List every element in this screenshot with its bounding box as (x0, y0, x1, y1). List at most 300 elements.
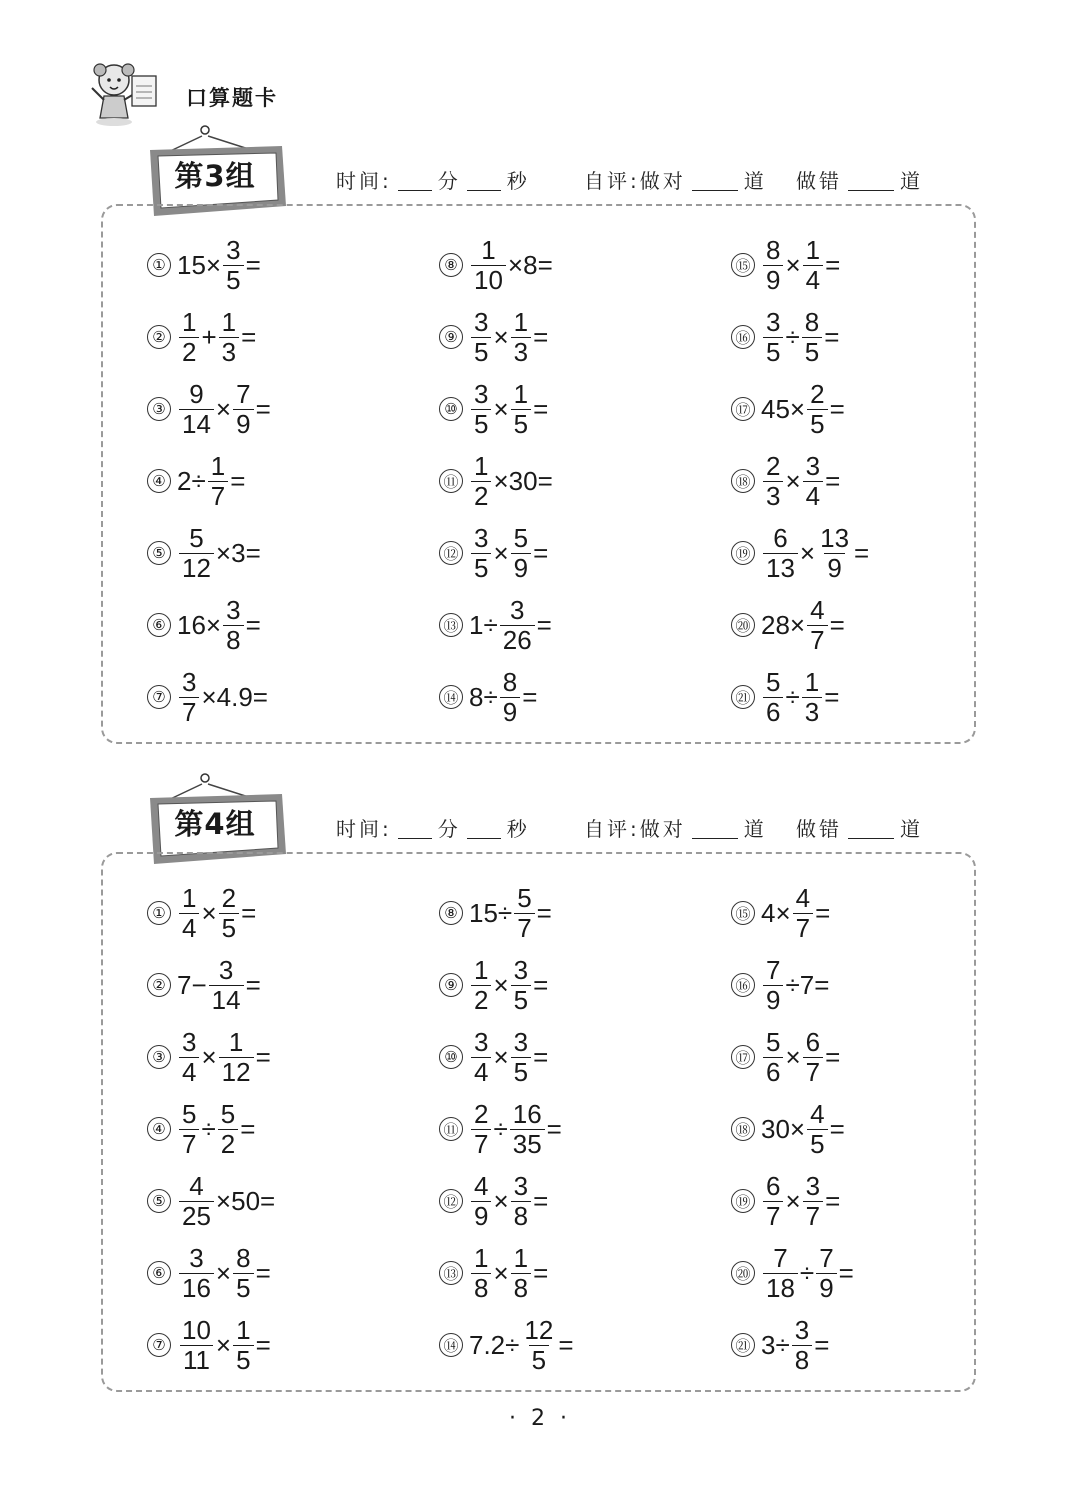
denominator: 4 (803, 481, 823, 511)
wrong-blank[interactable] (848, 172, 894, 191)
numerator: 2 (474, 1098, 489, 1129)
numerator: 10 (182, 1314, 211, 1345)
denominator: 7 (763, 1201, 783, 1231)
denominator: 10 (471, 265, 506, 295)
math-problem (731, 1240, 854, 1306)
numerator: 5 (517, 882, 532, 913)
expression-text: = (533, 321, 549, 352)
numerator: 7 (766, 954, 781, 985)
numerator: 5 (189, 522, 204, 553)
numerator: 1 (474, 1242, 489, 1273)
numerator: 3 (474, 378, 489, 409)
denominator: 3 (219, 337, 239, 367)
numerator: 4 (474, 1170, 489, 1201)
expression-text: × (201, 1041, 217, 1072)
expression-text: ×30= (493, 465, 553, 496)
fraction (807, 380, 827, 439)
expression-text: = (245, 249, 261, 280)
expression-text: 15× (177, 249, 222, 280)
math-problem (731, 952, 829, 1018)
fraction (218, 1100, 238, 1159)
fraction (179, 668, 199, 727)
page-number: · 2 · (509, 1406, 571, 1431)
denominator: 5 (763, 337, 783, 367)
math-problem (731, 1168, 840, 1234)
math-problem (731, 1096, 845, 1162)
self-eval (584, 165, 767, 194)
math-problem (147, 1168, 275, 1234)
expression-text: = (522, 681, 538, 712)
numerator: 1 (513, 1242, 529, 1273)
numerator: 3 (474, 522, 489, 553)
expression-text: × (201, 897, 217, 928)
numerator: 1 (221, 306, 237, 337)
fraction (511, 308, 531, 367)
problem-number: ⑧ (439, 901, 463, 925)
girl-mascot-icon (86, 58, 166, 128)
expression-text: ÷ (785, 681, 800, 712)
expression-text: ×4.9= (201, 681, 268, 712)
numerator: 8 (502, 666, 518, 697)
expression-text: = (825, 1185, 841, 1216)
fraction (803, 1028, 823, 1087)
expression-text: ÷7= (785, 969, 830, 1000)
expression-text: = (829, 1113, 845, 1144)
math-problem (147, 232, 261, 298)
numerator: 3 (218, 954, 234, 985)
numerator: 13 (820, 522, 850, 553)
denominator: 18 (763, 1273, 798, 1303)
fraction (802, 668, 822, 727)
numerator: 3 (474, 1026, 489, 1057)
expression-text: 7− (177, 969, 207, 1000)
expression-text: = (546, 1113, 562, 1144)
fraction (471, 1172, 491, 1231)
wrong-label: 做错 (796, 817, 842, 841)
problem-number: ④ (147, 1117, 171, 1141)
group-sign (146, 768, 288, 858)
dao-label: 道 (900, 169, 923, 193)
expression-text: 3÷ (761, 1329, 790, 1360)
problem-number: ① (147, 901, 171, 925)
expression-text: = (838, 1257, 854, 1288)
expression-text: ÷ (799, 1257, 815, 1288)
denominator: 7 (807, 625, 827, 655)
denominator: 5 (471, 553, 491, 583)
expression-text: × (493, 393, 509, 424)
problem-number: ⑪ (439, 469, 463, 493)
denominator: 12 (179, 553, 214, 583)
expression-text: = (230, 465, 246, 496)
math-problem (439, 232, 553, 298)
expression-text: = (240, 1113, 256, 1144)
wrong-label: 做错 (796, 169, 842, 193)
time-label: 时间: (336, 169, 392, 193)
dao-label: 道 (900, 817, 923, 841)
fraction (511, 956, 531, 1015)
math-problem (147, 304, 256, 370)
math-problem (731, 520, 869, 586)
expression-text: = (533, 1185, 549, 1216)
numerator: 5 (766, 1026, 781, 1057)
problem-number: ㉑ (731, 1333, 755, 1357)
numerator: 5 (766, 666, 781, 697)
problem-number: ⑨ (439, 325, 463, 349)
problem-number: ⑭ (439, 1333, 463, 1357)
math-problem (439, 1096, 562, 1162)
expression-text: = (829, 393, 845, 424)
math-problem (439, 880, 552, 946)
problem-number: ⑲ (731, 1189, 755, 1213)
numerator: 3 (513, 1026, 529, 1057)
numerator: 1 (513, 306, 529, 337)
expression-text: = (824, 321, 840, 352)
expression-text: × (785, 1041, 801, 1072)
denominator: 7 (179, 1129, 199, 1159)
denominator: 5 (471, 337, 491, 367)
problem-number: ① (147, 253, 171, 277)
math-problem (439, 376, 548, 442)
expression-text: × (785, 249, 801, 280)
numerator: 1 (474, 954, 489, 985)
math-problem (731, 1312, 829, 1378)
math-problem (731, 880, 830, 946)
expression-text: = (245, 609, 261, 640)
expression-text: ×8= (507, 249, 553, 280)
fraction (803, 1172, 823, 1231)
fraction (793, 884, 813, 943)
problem-number: ⑲ (731, 541, 755, 565)
numerator: 2 (221, 882, 237, 913)
denominator: 7 (803, 1057, 823, 1087)
denominator: 5 (529, 1345, 549, 1375)
fraction (807, 596, 827, 655)
minute-label: 分 (437, 817, 461, 841)
second-label: 秒 (506, 169, 530, 193)
dao-label: 道 (743, 817, 767, 841)
math-problem (147, 520, 261, 586)
denominator: 7 (208, 481, 228, 511)
problem-number: ⑬ (439, 613, 463, 637)
denominator: 7 (514, 913, 534, 943)
expression-text: = (854, 537, 870, 568)
wrong-blank[interactable] (848, 820, 894, 839)
numerator: 1 (228, 1026, 244, 1057)
fraction (223, 596, 243, 655)
problem-number: ④ (147, 469, 171, 493)
math-problem (439, 952, 548, 1018)
expression-text: = (825, 1041, 841, 1072)
fraction (807, 1100, 827, 1159)
denominator: 5 (807, 1129, 827, 1159)
expression-text: = (533, 1257, 549, 1288)
denominator: 3 (763, 481, 783, 511)
problem-number: ⑰ (731, 1045, 755, 1069)
fraction (179, 1028, 199, 1087)
problem-number: ⑨ (439, 973, 463, 997)
problem-number: ⑤ (147, 1189, 171, 1213)
denominator: 7 (793, 913, 813, 943)
problem-number: ⑫ (439, 1189, 463, 1213)
numerator: 1 (805, 234, 821, 265)
problem-number: ⑦ (147, 685, 171, 709)
denominator: 4 (471, 1057, 491, 1087)
expression-text: ×3= (215, 537, 261, 568)
fraction (521, 1316, 556, 1375)
numerator: 4 (795, 882, 811, 913)
expression-text: = (533, 1041, 549, 1072)
expression-text: = (824, 681, 840, 712)
expression-text: = (241, 321, 257, 352)
expression-text: × (215, 1257, 232, 1288)
problem-number: ⑳ (731, 1261, 755, 1285)
second-label: 秒 (506, 817, 530, 841)
numerator: 1 (804, 666, 820, 697)
numerator: 3 (226, 234, 241, 265)
fraction (471, 956, 491, 1015)
problem-number: ⑯ (731, 325, 755, 349)
fraction (500, 596, 535, 655)
time-record (336, 813, 530, 842)
problem-number: ② (147, 973, 171, 997)
fraction (179, 1172, 214, 1231)
math-problem (147, 952, 261, 1018)
minute-blank[interactable] (398, 820, 432, 839)
expression-text: = (255, 1041, 271, 1072)
expression-text: 2÷ (177, 465, 206, 496)
fraction (179, 1100, 199, 1159)
math-problem (439, 664, 537, 730)
minute-label: 分 (437, 169, 461, 193)
numerator: 3 (513, 1170, 529, 1201)
expression-text: × (493, 1041, 509, 1072)
correct-blank[interactable] (692, 172, 738, 191)
fraction (803, 236, 823, 295)
fraction (763, 236, 783, 295)
fraction (471, 236, 506, 295)
fraction (233, 1316, 253, 1375)
denominator: 5 (219, 913, 239, 943)
fraction (179, 884, 199, 943)
numerator: 1 (182, 306, 197, 337)
fraction (763, 956, 783, 1015)
fraction (816, 1244, 836, 1303)
denominator: 7 (803, 1201, 823, 1231)
denominator: 9 (233, 409, 253, 439)
time-label: 时间: (336, 817, 392, 841)
fraction (511, 380, 531, 439)
math-problem (439, 1312, 574, 1378)
problem-number: ㉑ (731, 685, 755, 709)
expression-text: = (536, 897, 552, 928)
numerator: 3 (182, 666, 197, 697)
denominator: 7 (471, 1129, 491, 1159)
denominator: 2 (471, 481, 491, 511)
problem-number: ⑩ (439, 397, 463, 421)
math-problem (731, 304, 839, 370)
denominator: 12 (219, 1057, 254, 1087)
expression-text: = (558, 1329, 574, 1360)
expression-text: × (215, 1329, 232, 1360)
fraction (219, 308, 239, 367)
numerator: 8 (804, 306, 820, 337)
numerator: 5 (220, 1098, 236, 1129)
expression-text: × (785, 1185, 801, 1216)
fraction (219, 1028, 254, 1087)
problem-number: ⑤ (147, 541, 171, 565)
fraction (792, 1316, 812, 1375)
fraction (471, 452, 491, 511)
header-title: 口算题卡 (186, 86, 278, 110)
denominator: 5 (233, 1273, 253, 1303)
fraction (471, 1100, 491, 1159)
math-problem (731, 376, 845, 442)
expression-text: 1÷ (469, 609, 498, 640)
numerator: 4 (189, 1170, 204, 1201)
eval-label: 自评:做对 (584, 169, 686, 193)
fraction (208, 452, 228, 511)
denominator: 8 (511, 1273, 531, 1303)
expression-text: ÷ (493, 1113, 508, 1144)
numerator: 3 (182, 1026, 197, 1057)
numerator: 5 (182, 1098, 197, 1129)
expression-text: 45× (761, 393, 806, 424)
wrong-eval (796, 165, 923, 194)
numerator: 2 (766, 450, 781, 481)
expression-text: = (825, 249, 841, 280)
group-title: 第4组 (174, 807, 256, 841)
group-title: 第3组 (174, 159, 256, 193)
math-problem (147, 664, 268, 730)
expression-text: × (785, 465, 801, 496)
denominator: 8 (223, 625, 243, 655)
problem-number: ② (147, 325, 171, 349)
fraction (763, 1244, 798, 1303)
numerator: 3 (805, 450, 821, 481)
numerator: 3 (509, 594, 525, 625)
expression-text: 7.2÷ (469, 1329, 520, 1360)
numerator: 16 (512, 1098, 542, 1129)
math-problem (731, 232, 840, 298)
expression-text: = (533, 393, 549, 424)
second-blank[interactable] (467, 172, 501, 191)
denominator: 8 (511, 1201, 531, 1231)
numerator: 5 (513, 522, 529, 553)
fraction (511, 1244, 531, 1303)
expression-text: 15÷ (469, 897, 513, 928)
problem-number: ⑳ (731, 613, 755, 637)
fraction (763, 668, 783, 727)
denominator: 7 (179, 697, 199, 727)
math-problem (147, 448, 245, 514)
numerator: 7 (773, 1242, 788, 1273)
fraction (233, 1244, 253, 1303)
denominator: 8 (792, 1345, 812, 1375)
fraction (179, 524, 214, 583)
problem-number: ③ (147, 397, 171, 421)
expression-text: = (255, 1329, 271, 1360)
math-problem (439, 1240, 548, 1306)
math-problem (439, 520, 548, 586)
fraction (471, 1028, 491, 1087)
expression-text: × (493, 969, 509, 1000)
math-problem (439, 304, 548, 370)
denominator: 2 (218, 1129, 238, 1159)
denominator: 3 (802, 697, 822, 727)
minute-blank[interactable] (398, 172, 432, 191)
group-sign (146, 120, 288, 210)
expression-text: × (493, 1257, 509, 1288)
numerator: 1 (210, 450, 226, 481)
denominator: 4 (179, 1057, 199, 1087)
denominator: 14 (179, 409, 214, 439)
fraction (511, 524, 531, 583)
fraction (763, 452, 783, 511)
wrong-eval (796, 813, 923, 842)
problem-number: ⑱ (731, 1117, 755, 1141)
problem-number: ⑭ (439, 685, 463, 709)
denominator: 6 (763, 697, 783, 727)
fraction (511, 1028, 531, 1087)
denominator: 16 (179, 1273, 214, 1303)
fraction (223, 236, 243, 295)
problem-number: ⑮ (731, 253, 755, 277)
math-problem (439, 1168, 548, 1234)
denominator: 4 (803, 265, 823, 295)
numerator: 12 (524, 1314, 554, 1345)
expression-text: × (493, 537, 509, 568)
fraction (763, 524, 798, 583)
denominator: 5 (511, 1057, 531, 1087)
denominator: 25 (179, 1201, 214, 1231)
expression-text: = (536, 609, 552, 640)
expression-text: = (829, 609, 845, 640)
second-blank[interactable] (467, 820, 501, 839)
problem-number: ⑫ (439, 541, 463, 565)
numerator: 6 (773, 522, 788, 553)
math-problem (731, 592, 845, 658)
math-problem (147, 880, 256, 946)
denominator: 8 (471, 1273, 491, 1303)
math-problem (147, 1024, 271, 1090)
expression-text: 30× (761, 1113, 806, 1144)
denominator: 2 (179, 337, 199, 367)
problem-number: ⑧ (439, 253, 463, 277)
expression-text: ÷ (201, 1113, 216, 1144)
fraction (179, 380, 214, 439)
math-problem (731, 448, 840, 514)
fraction (511, 1172, 531, 1231)
problem-number: ⑬ (439, 1261, 463, 1285)
denominator: 5 (511, 409, 531, 439)
math-problem (147, 1240, 271, 1306)
expression-text: = (814, 1329, 830, 1360)
math-problem (147, 1312, 271, 1378)
correct-blank[interactable] (692, 820, 738, 839)
numerator: 1 (513, 378, 529, 409)
denominator: 35 (510, 1129, 545, 1159)
self-eval (584, 813, 767, 842)
numerator: 3 (794, 1314, 810, 1345)
numerator: 4 (810, 594, 825, 625)
denominator: 5 (807, 409, 827, 439)
problem-number: ⑥ (147, 613, 171, 637)
denominator: 9 (763, 985, 783, 1015)
denominator: 13 (763, 553, 798, 583)
expression-text: = (825, 465, 841, 496)
math-problem (439, 592, 552, 658)
numerator: 3 (474, 306, 489, 337)
